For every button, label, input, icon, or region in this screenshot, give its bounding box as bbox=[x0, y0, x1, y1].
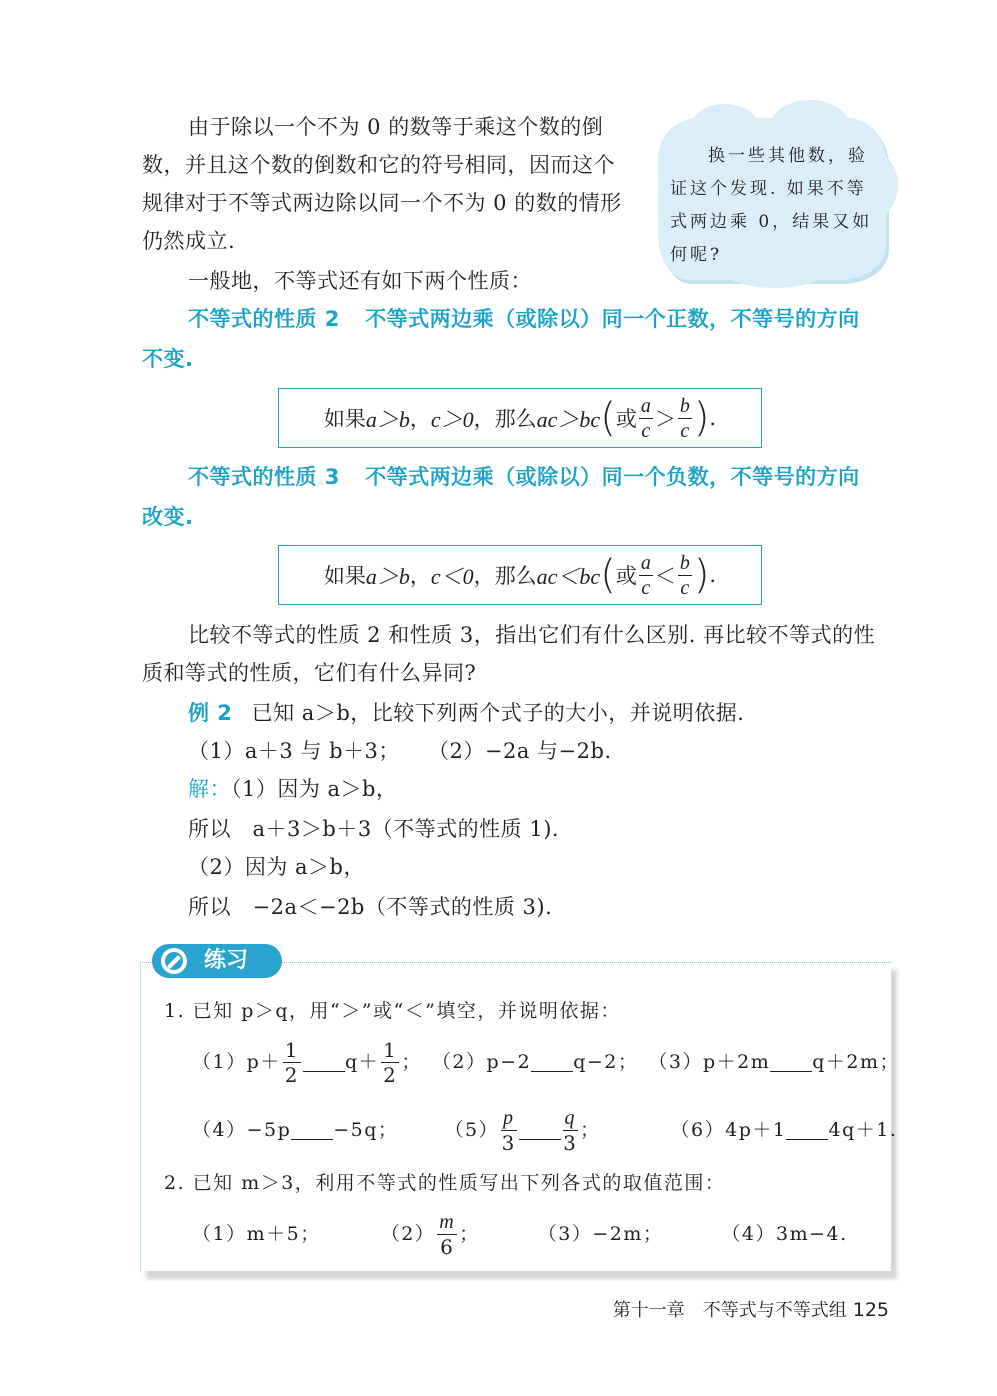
q1-item-3-end: q＋2m； bbox=[812, 1051, 900, 1073]
answer-blank[interactable] bbox=[786, 1121, 828, 1140]
property-3-formula-box bbox=[278, 545, 762, 605]
fraction-a-over-c: $\frac{a}{c}$ bbox=[640, 551, 651, 599]
intro-line-2: 数，并且这个数的倒数和它的符号相同，因而这个 bbox=[142, 153, 615, 177]
solution-line-3: （2）因为 a＞b， bbox=[188, 855, 365, 879]
formula-cond1: a＞b bbox=[365, 563, 410, 589]
fraction-m-over-6: $\frac{m}{6}$ bbox=[439, 1210, 456, 1259]
formula-relation: ＜ bbox=[654, 564, 676, 588]
q1-item-6-end: 4q＋1. bbox=[828, 1119, 898, 1141]
property-2-text: 不等式两边乘（或除以）同一个正数，不等号的方向 bbox=[365, 307, 860, 331]
q1-item-3: （3）p＋2m bbox=[648, 1051, 771, 1073]
practice-q1-row-1 bbox=[192, 1037, 900, 1087]
property-2-title: 不等式的性质 2 bbox=[188, 307, 340, 331]
solution-label: 解： bbox=[188, 777, 231, 801]
fraction-one-half: $\frac{1}{2}$ bbox=[284, 1037, 299, 1087]
property-2-heading bbox=[188, 300, 860, 338]
answer-blank[interactable] bbox=[303, 1053, 345, 1072]
left-paren: ( bbox=[600, 395, 616, 441]
pencil-circle-icon bbox=[156, 944, 192, 978]
formula-prefix: 如果 bbox=[323, 407, 366, 431]
q1-item-6: （6）4p＋1 bbox=[670, 1119, 787, 1141]
answer-blank[interactable] bbox=[291, 1121, 333, 1140]
q2-item-1: （1）m＋5； bbox=[192, 1223, 321, 1245]
formula-result: ac＞bc bbox=[536, 406, 601, 432]
page-number: 125 bbox=[852, 1299, 889, 1321]
fraction-b-over-c: $\frac{b}{c}$ bbox=[679, 551, 690, 599]
property-3-text: 不等式两边乘（或除以）同一个负数，不等号的方向 bbox=[365, 465, 860, 489]
cloud-note-text: 换一些其他数，验证这个发现. 如果不等式两边乘 0，结果又如何呢? bbox=[670, 146, 873, 265]
property-3-text-cont: 改变. bbox=[142, 505, 194, 529]
fraction-a-over-c: $\frac{a}{c}$ bbox=[640, 394, 651, 442]
formula-end: . bbox=[709, 406, 717, 430]
practice-badge: 练习 bbox=[152, 944, 282, 978]
q1-item-4-end: −5q； bbox=[333, 1119, 399, 1141]
formula-or: 或 bbox=[615, 407, 637, 431]
formula-sep: ， bbox=[409, 407, 431, 431]
solution-line-2: 所以 a＋3＞b＋3（不等式的性质 1). bbox=[188, 817, 560, 841]
right-paren: ) bbox=[693, 552, 710, 598]
practice-q1-row-2 bbox=[192, 1106, 898, 1155]
practice-q2-row bbox=[192, 1210, 848, 1259]
q1-item-1-end: ； bbox=[401, 1051, 422, 1073]
intro-line-4: 仍然成立. bbox=[142, 229, 236, 253]
solution-line-1 bbox=[188, 770, 398, 808]
solution-step-1: （1）因为 a＞b， bbox=[231, 777, 398, 801]
q2-item-3: （3）−2m； bbox=[537, 1223, 664, 1245]
answer-blank[interactable] bbox=[770, 1053, 812, 1072]
property-3-title: 不等式的性质 3 bbox=[188, 465, 340, 489]
q1-item-1-mid: q＋ bbox=[345, 1051, 380, 1073]
page-footer bbox=[613, 1296, 889, 1322]
example-2-line bbox=[188, 694, 744, 732]
q1-item-2-end: q−2； bbox=[573, 1051, 639, 1073]
example-2-text: 已知 a＞b，比较下列两个式子的大小，并说明依据. bbox=[251, 701, 745, 725]
fraction-one-half: $\frac{1}{2}$ bbox=[383, 1037, 398, 1087]
intro-line-5: 一般地，不等式还有如下两个性质： bbox=[188, 269, 532, 293]
intro-line-1: 由于除以一个不为 0 的数等于乘这个数的倒 bbox=[188, 115, 604, 139]
formula-cond2: c＞0 bbox=[430, 406, 474, 432]
formula-sep: ， bbox=[409, 564, 431, 588]
example-item-1: （1）a＋3 与 b＋3； bbox=[188, 739, 400, 763]
chapter-title: 第十一章 不等式与不等式组 bbox=[612, 1300, 847, 1321]
formula-prefix: 如果 bbox=[323, 564, 366, 588]
answer-blank[interactable] bbox=[531, 1053, 573, 1072]
answer-blank[interactable] bbox=[519, 1121, 561, 1140]
formula-end: . bbox=[709, 563, 717, 587]
practice-q2: 2. 已知 m＞3，利用不等式的性质写出下列各式的取值范围： bbox=[164, 1172, 726, 1194]
q2-item-4: （4）3m−4. bbox=[721, 1223, 848, 1245]
formula-relation: ＞ bbox=[654, 407, 676, 431]
property-2-text-cont: 不变. bbox=[142, 347, 194, 371]
right-paren: ) bbox=[693, 395, 710, 441]
q2-item-2-prefix: （2） bbox=[380, 1223, 436, 1245]
left-paren: ( bbox=[600, 552, 616, 598]
compare-line-1: 比较不等式的性质 2 和性质 3，指出它们有什么区别. 再比较不等式的性 bbox=[188, 623, 876, 647]
compare-line-2: 质和等式的性质，它们有什么异同? bbox=[142, 661, 477, 685]
fraction-b-over-c: $\frac{b}{c}$ bbox=[679, 394, 690, 442]
formula-then: ，那么 bbox=[473, 407, 537, 431]
example-2-label: 例 2 bbox=[188, 701, 233, 725]
fraction-q-over-3: $\frac{q}{3}$ bbox=[563, 1106, 578, 1155]
formula-result: ac＜bc bbox=[536, 563, 601, 589]
intro-line-3: 规律对于不等式两边除以同一个不为 0 的数的情形 bbox=[142, 191, 622, 215]
property-2-formula-box bbox=[278, 388, 762, 448]
q2-item-2-end: ； bbox=[459, 1223, 480, 1245]
fraction-p-over-3: $\frac{p}{3}$ bbox=[501, 1106, 516, 1155]
formula-cond2: c＜0 bbox=[430, 563, 474, 589]
q1-item-2: （2）p−2 bbox=[431, 1051, 532, 1073]
q1-item-1-prefix: （1）p＋ bbox=[192, 1051, 281, 1073]
q1-item-5: （5） bbox=[444, 1119, 500, 1141]
q1-item-5-end: ； bbox=[580, 1119, 601, 1141]
q1-item-4: （4）−5p bbox=[192, 1119, 292, 1141]
solution-line-4: 所以 −2a＜−2b（不等式的性质 3). bbox=[188, 895, 553, 919]
formula-then: ，那么 bbox=[473, 564, 537, 588]
practice-q1: 1. 已知 p＞q，用“＞”或“＜”填空，并说明依据： bbox=[164, 1000, 621, 1022]
formula-cond1: a＞b bbox=[365, 406, 410, 432]
property-3-heading bbox=[188, 458, 860, 496]
formula-or: 或 bbox=[615, 564, 637, 588]
example-item-2: （2）−2a 与−2b. bbox=[428, 739, 612, 763]
